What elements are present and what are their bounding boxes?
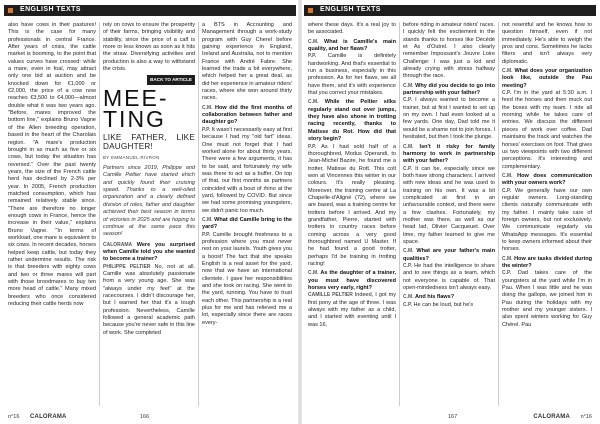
page-number: 166	[140, 414, 150, 420]
article-column-3: not resentful and he knows how to question himself, even if not immediately. He's able to weigh the pros and cons. Sometimes he lacks filters and isn't always very diplomatic. C.M. What does your organization look like, outside the Pau meeting? C.P. I'm in the yard at 5:30 a.m. I feed the horses and then muck out the boxes with my team. I ride all morning while he takes care of entries. We discuss the different pieces of work over coffee. Dad maintains the track and watches the horses' exercises on foot. That gives us two viewpoints with two different perceptions. It's interesting and complementary. C.M. How does communication with your owners work? C.P. We generally have our own regular owners. Long-standing clients naturally communicate with my father. I mainly take care of foreign owners, but not exclusively. We communicate regularly via WhatsApp messages. It's essential to keep owners informed about their horses. C.M. How are tasks divided during the winter? C.P. Dad takes care of the youngsters at the yard while I'm in Pau. When I was little and he was doing the gallops, we joined him in Pau during the holidays with my mother and my younger sisters. I also spent winters working for Guy Chérel. Pau	[502, 22, 593, 328]
question-text: As the daughter of a trainer, you must have discovered horses very early, right?	[308, 270, 396, 292]
meeting-subtitle: LIKE FATHER, LIKE DAUGHTER!	[103, 132, 195, 151]
answer-text: I always wanted to become a trainer, but at first I wanted to set up on my own. I had even looked at a few yards. One day, Dad told me it would be a shame not to join forces. I hesitated, but then I took the plunge.	[403, 97, 495, 141]
page-number: 167	[448, 414, 458, 420]
answer-text: He can be loud, but he's	[413, 301, 474, 308]
answer-text: It wasn't necessarily easy at first because I had my "old fart" ideas. One must not forget that I had worked alone for about thirty years. There were a few arguments, it has to be said, and fortunately my wife was there to act as a buffer. On top of that, our first months as partners coincided with a bout of rhino at the yard, followed by COVID. But since we had some promising youngsters, we didn't panic too much.	[202, 126, 292, 214]
intro-text: Partners since 2019, Philippe and Camille Peltier have started ehich and quickly found their cruising speed. Thanks to a well-oiled organization and a clearly defined division of roles, father and daughter achieved their best season in terms of victories in 2025 and are hoping to continue at the same pace this season!	[103, 165, 195, 238]
body-text: before riding in amateur riders' races. I quickly felt the excitement in the stands thanks to horses like Décédé et As d'Outrel. I also clearly remember Impossant's Jouvre Loire Challenge: I was just a kid and already crying with stress halfway through the race.	[403, 22, 495, 80]
question-text: What does your organization look like, outside the Pau meeting?	[502, 68, 592, 89]
body-text: a BTS in Accounting and Management through a work-study program with Guy Cherel before gaining experience in England, Ireland and Australia, not to mention France with André Fabre. She learned the trade a bit everywhere, which helped her a great deal, as did her experience in amateur riders' races, where she won around thirty races.	[202, 22, 292, 102]
article-column-3: a BTS in Accounting and Management through a work-study program with Guy Cherel before gaining experience in England, Ireland and Australia, not to mention France with André Fabre. She learned the trade a bit everywhere, which helped her a great deal, as did her experience in amateur riders' races, where she won around thirty races. C.M. How did the first months of collaboration between father and daughter go? P.P. It wasn't necessarily easy at first because I had my "old fart" ideas. One must not forget that I had worked alone for about thirty years. There were a few arguments, it has to be said, and fortunately my wife was there to act as a buffer. On top of that, our first months as partners coincided with a bout of rhino at the yard, followed by COVID. But since we had some promising youngsters, we didn't panic too much. C.M. What did Camille bring to the yard? P.P. Camille brought freshness to a profession where you must never rest on your laurels. Youth gives you a boost! The fact that she speaks English is a real asset for the yard, now that we have an international clientele. I gave her responsibilities and she took on racing. She went to the yard, running. You have to trust each other. This partnership is a real plus for me and has relieved me a lot, especially since there are races every-	[202, 22, 293, 326]
column-divider	[198, 22, 199, 406]
answer-text: As I had sold half of a thoroughbred, Modus Operandi, to Jean-Michel Bazire, he found me a trotter, Matisse du Rott. This colt won at Vincennes this winter in our colours. It's really pleasing. Moreover, the training centre at La Chapelle-d'Aligné (72), where we are based, was a training centre for trotters before I arrived. And my grandfather, Pierre, started with trotters in country races before coming across a very good thoroughbred named U Master. If he had found a good trotter, perhaps I'd be training in trotting racing!	[308, 143, 396, 267]
column-divider	[498, 22, 499, 406]
question-text: How did the first months of collaboration between father and daughter go?	[202, 104, 293, 126]
article-column-1	[8, 22, 96, 308]
article-column-1: where these days. It's a real joy to be associated. C.M. What is Camille's main quality, and her flaws? P.P. Camille is definitely hardworking. And that's essential to run a business, especially in this profession. As for her flaws, we all have them, and it's with experience that you correct your mistakes. C.M. While the Peltier silks regularly stand out over jumps, they have also shone in trotting racing recently, thanks to Matisse du Rot. How did that story begin? P.P. As I had sold half of a thoroughbred, Modus Operandi, to Jean-Michel Bazire, he found me a trotter, Matisse du Rott. This colt won at Vincennes this winter in our colours. It's really pleasing. Moreover, the training centre at La Chapelle-d'Aligné (72), where we are based, was a training centre for trotters before I arrived. And my grandfather, Pierre, started with trotters in country races before coming across a very good thoroughbred named U Master. If he had found a good trotter, perhaps I'd be training in trotting racing! C.M. As the daughter of a trainer, you must have discovered horses very early, right? CAMILLE PELTIER Indeed, I got my first pony at the age of three. I was always with my father as a child, and I started with eventing until I was 16,	[308, 22, 396, 328]
article-column-2: before riding in amateur riders' races. I quickly felt the excitement in the stands thanks to horses like Décédé et As d'Outrel. I also clearly remember Impossant's Jouvre Loire Challenge: I was just a kid and already crying with stress halfway through the race. C.M. Why did you decide to go into partnership with your father? C.P. I always wanted to become a trainer, but at first I wanted to set up on my own. I had even looked at a few yards. One day, Dad told me it would be a shame not to join forces. I hesitated, but then I took the plunge. C.M. Isn't it risky for family harmony to work in partnership with your father? C.P. It can be, especially since we both have strong characters. I arrived with new ideas and he was used to training on his own. It was a bit complicated at first in an unfavourable context, and there were a few clashes. Fortunately, my mother was there, as well as our head lad, Olivier Cacqueuet. Over time, my father learned to give me space. C.M. What are your father's main qualities? C.P. He had the intelligence to share and to see things as a team, which not everyone is capable of. That open-mindedness isn't always easy. C.M. And his flaws? C.P. He can be loud, but he's	[403, 22, 496, 308]
magazine-name: CALORAMA	[30, 414, 67, 420]
question-text: And his flaws?	[414, 294, 455, 301]
answer-text: Camille brought freshness to a profession where you must never rest on your laurels. Youth gives you a boost! The fact that she speaks English is a real asset for the yard, now that we have an international clientele. I gave her responsibilities and she took on racing. She went to the yard, running. You have to trust each other. This partnership is a real plus for me and has relieved me a lot, especially since there are races every-	[202, 231, 292, 326]
body-text: rely on cows to ensure the prosperity of their farms, bringing visibility and stability, since the price of a calf is more or less known as soon as it hits the straw. Diversifying activities and production is also a way to withstand the crisis.	[103, 22, 195, 73]
magazine-name: CALORAMA	[533, 414, 570, 420]
question-text: Isn't it risky for family harmony to work in partnership with your father?	[403, 143, 495, 165]
question-text: How are tasks divided during the winter?	[502, 255, 592, 269]
right-page	[300, 0, 600, 424]
column-divider	[99, 22, 100, 406]
question-text: While the Peltier silks regularly stand out over jumps, they have also shone in trotting racing recently, thanks to Matisse du Rot. How did that story begin?	[308, 99, 396, 143]
answer-text: I'm in the yard at 5:30 a.m. I feed the horses and then muck out the boxes with my team. I ride all morning while he takes care of entries. We discuss the different pieces of work over coffee. Dad maintains the track and watches the horses' exercises on foot. That gives us two viewpoints with two different perceptions. It's interesting and complementary.	[502, 90, 593, 170]
answer-text: No, not at all. Camille was absolutely passionate from a very young age. She was "always under my feet" at the racecourses. I didn't discourage her, but I warned her that it's a tough profession. Nevertheless, Camille followed a general academic path because you're never safe in this line of work. She completed	[103, 263, 195, 336]
question-text: Why did you decide to go into partnership with your father?	[403, 82, 495, 97]
question-text: Were you surprised when Camille told you she wanted to become a trainer?	[103, 241, 195, 263]
question-text: What did Camille bring to the yard?	[202, 216, 292, 231]
answer-text: Dad takes care of the youngsters at the yard while I'm in Pau. When I was little and he was doing the gallops, we joined him in Pau during the holidays with my mother and my younger sisters. I also spent winters working for Guy Chérel. Pau	[502, 270, 592, 328]
answer-text: Indeed, I got my first pony at the age of three. I was always with my father as a child, and I started with eventing until I was 16,	[308, 292, 396, 328]
answer-text: We generally have our own regular owners. Long-standing clients naturally communicate with my father. I mainly take care of foreign owners, but not exclusively. We communicate regularly via WhatsApp messages. It's essential to keep owners informed about their horses.	[502, 187, 592, 253]
back-to-article-button[interactable]: BACK TO ARTICLE	[147, 75, 195, 84]
body-text: where these days. It's a real joy to be associated.	[308, 22, 396, 36]
issue-number: n°16	[580, 414, 592, 420]
section-label: ENGLISH TEXTS	[320, 6, 381, 13]
column-divider	[399, 22, 400, 406]
issue-number: n°16	[8, 414, 20, 420]
article-column-2: rely on cows to ensure the prosperity of their farms, bringing visibility and stability, since the price of a calf is more or less known as soon as it hits the straw. Diversifying activities and production is also a way to withstand the crisis. BACK TO ARTICLE MEE- TING LIKE FATHER, LIKE DAUGHTER! BY EMMANUEL RIVRON Partners since 2019, Philippe and Camille Peltier have started ehich and quickly found their cruising speed. Thanks to a well-oiled organization and a clearly defined division of roles, father and daughter achieved their best season in terms of victories in 2025 and are hoping to continue at the same pace this season! CALORAMA Were you surprised when Camille told you she wanted to become a trainer? PHILIPPE PELTIER No, not at all. Camille was absolutely passionate from a very young age. She was "always under my feet" at the racecourses. I didn't discourage her, but I warned her that it's a tough profession. Nevertheless, Camille followed a general academic path because you're never safe in this line of work. She completed	[103, 22, 195, 336]
question-text: How does communication with your owners work?	[502, 172, 592, 187]
body-text: also have cows in their pastures! This is the case for many professionals in central France. After years of crisis, the cattle market is booming, to the point that values curves have crossed: while a mare, even in foal, may attract only one bid at auction and be knocked down for €1,000 or €2,000, the price of a cow now reaches €3,500 to €4,000—almost double what it was two years ago. "Before, mares improved the bottom line," explains Bruno Vagne of the Allen breeding operation, based in the heart of the Charolais region. "A mare's production brought in as much as five or six cows, but today the situation has reversed." Over the past twenty years, the size of the French cattle herd has declined by 2-3% per year. In 2005, French production matched consumption, which has remained relatively stable since. "There are therefore no longer enough cows in France, hence the increase in their value," explains Bruno Vagne. "In terms of workload, one mare is equivalent to six cows. In recent decades, horses helped keep cattle, but today they rather undermine results. The risk is that breeders with eighty cows and two or three mares will part with those broodmares to buy ten more head of cattle." Many mixed breeders who once considered reducing their cattle herds now	[8, 22, 96, 308]
answer-text: Camille is definitely hardworking. And that's essential to run a business, especially in this profession. As for her flaws, we all have them, and it's with experience that you correct your mistakes.	[308, 53, 396, 97]
question-text: What are your father's main qualities?	[403, 248, 495, 262]
answer-text: It can be, especially since we both have strong characters. I arrived with new ideas and he was used to training on his own. It was a bit complicated at first in an unfavourable context, and there were a few clashes. Fortunately, my mother was there, as well as our head lad, Olivier Cacqueuet. Over time, my father learned to give me space.	[403, 165, 496, 245]
section-label: ENGLISH TEXTS	[20, 6, 81, 13]
section-header-bar	[304, 5, 596, 16]
body-text: not resentful and he knows how to question himself, even if not immediately. He's able to weigh the pros and cons. Sometimes he lacks filters and isn't always very diplomatic.	[502, 22, 592, 65]
byline: BY EMMANUEL RIVRON	[103, 154, 160, 160]
section-header-bar	[4, 5, 296, 16]
question-text: What is Camille's main quality, and her flaws?	[308, 38, 396, 53]
answer-text: He had the intelligence to share and to see things as a team, which not everyone is capable of. That open-mindedness isn't always easy.	[403, 263, 495, 292]
section-marker-icon	[8, 8, 13, 13]
meeting-title: MEE- TING	[103, 84, 169, 132]
section-marker-icon	[308, 8, 313, 13]
